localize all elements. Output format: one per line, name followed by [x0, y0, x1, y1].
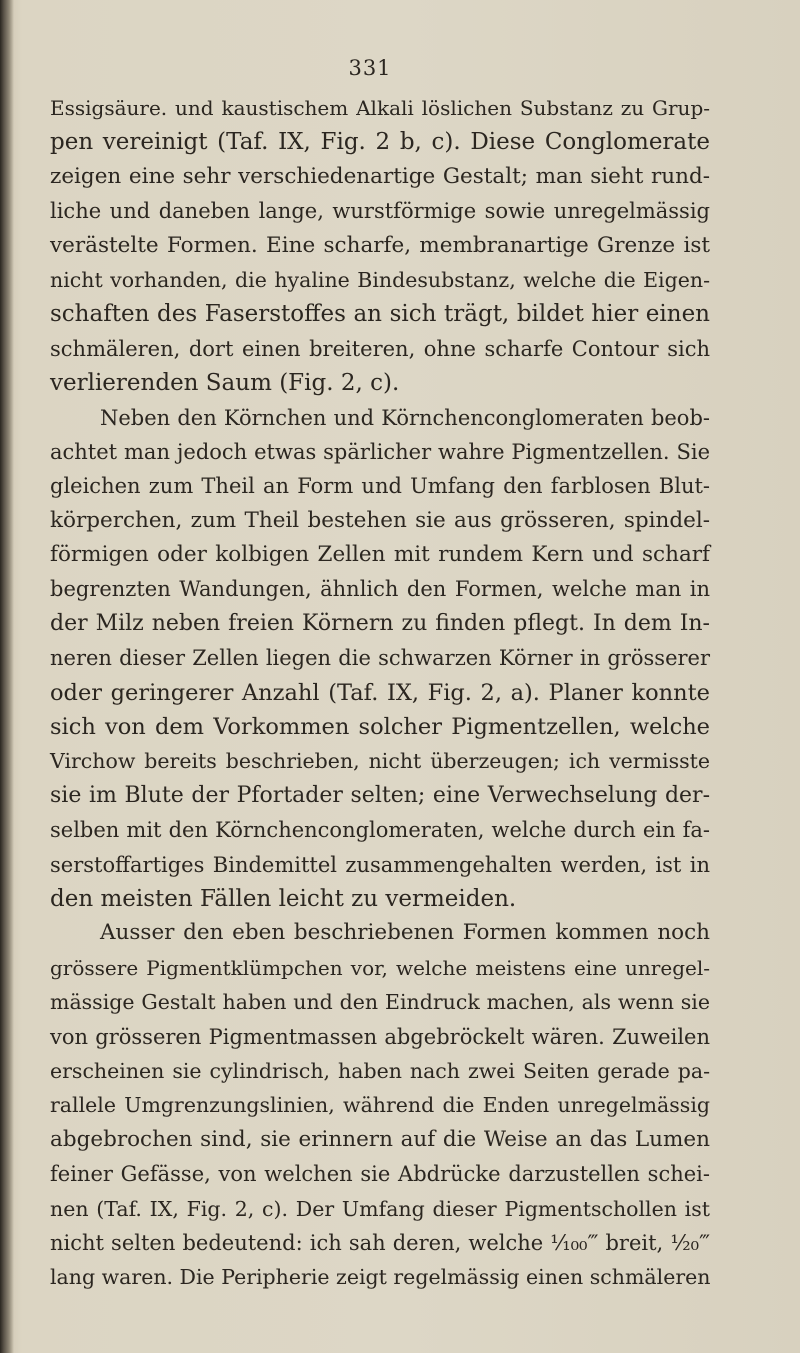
text-line: neren dieser Zellen liegen die schwarzen Körner in grösserer	[50, 646, 710, 671]
body-text	[50, 91, 710, 1295]
text-line: verästelte Formen. Eine scharfe, membranartige Grenze ist	[50, 232, 710, 258]
text-line: lang waren. Die Peripherie zeigt regelmässig einen schmäleren	[50, 1265, 711, 1290]
text-line: liche und daneben lange, wurstförmige sowie unregelmässig	[50, 199, 710, 224]
text-line: nicht selten bedeutend: ich sah deren, welche ¹⁄₁₀₀‴ breit, ¹⁄₂₀‴	[50, 1230, 710, 1255]
page-number: 331	[348, 56, 392, 80]
text-line: der Milz neben freien Körnern zu finden pflegt. In dem In-	[50, 610, 710, 636]
text-line: selben mit den Körnchenconglomeraten, welche durch ein fa-	[50, 818, 710, 843]
text-line: nicht vorhanden, die hyaline Bindesubstanz, welche die Eigen-	[50, 267, 710, 292]
text-line: grössere Pigmentklümpchen vor, welche meistens eine unregel-	[50, 955, 710, 980]
text-line: förmigen oder kolbigen Zellen mit rundem Kern und scharf	[50, 542, 710, 568]
text-line: schmäleren, dort einen breiteren, ohne scharfe Contour sich	[50, 336, 710, 361]
text-line: achtet man jedoch etwas spärlicher wahre Pigmentzellen. Sie	[50, 439, 710, 464]
text-line: schaften des Faserstoffes an sich trägt, bildet hier einen	[50, 301, 710, 328]
text-line: den meisten Fällen leicht zu vermeiden.	[50, 885, 517, 912]
text-line: sie im Blute der Pfortader selten; eine Verwechselung der-	[50, 782, 710, 808]
text-line: verlierenden Saum (Fig. 2, c).	[50, 370, 400, 397]
text-line: Neben den Körnchen und Körnchenconglomeraten beob-	[100, 405, 710, 430]
text-line: zeigen eine sehr verschiedenartige Gestalt; man sieht rund-	[50, 163, 710, 189]
text-line: Ausser den eben beschriebenen Formen kommen noch	[100, 920, 710, 946]
text-line: Essigsäure. und kaustischem Alkali löslichen Substanz zu Grup-	[50, 96, 710, 120]
text-line: abgebrochen sind, sie erinnern auf die Weise an das Lumen	[50, 1126, 710, 1152]
text-line: serstoffartiges Bindemittel zusammengehalten werden, ist in	[50, 852, 710, 877]
text-line: pen vereinigt (Taf. IX, Fig. 2 b, c). Diese Conglomerate	[50, 129, 710, 156]
text-line: feiner Gefässe, von welchen sie Abdrücke darzustellen schei-	[50, 1162, 710, 1187]
text-line: mässige Gestalt haben und den Eindruck machen, als wenn sie	[50, 990, 710, 1015]
text-line: von grösseren Pigmentmassen abgebröckelt wären. Zuweilen	[50, 1024, 710, 1049]
text-line: rallele Umgrenzungslinien, während die Enden unregelmässig	[50, 1093, 710, 1118]
text-line: gleichen zum Theil an Form und Umfang den farblosen Blut-	[50, 474, 710, 499]
text-line: körperchen, zum Theil bestehen sie aus grösseren, spindel-	[50, 507, 710, 533]
text-line: begrenzten Wandungen, ähnlich den Formen, welche man in	[50, 577, 710, 602]
text-line: oder geringerer Anzahl (Taf. IX, Fig. 2, a). Planer konnte	[50, 679, 710, 706]
text-line: sich von dem Vorkommen solcher Pigmentzellen, welche	[50, 714, 710, 741]
binding-edge	[0, 0, 14, 1353]
text-line: nen (Taf. IX, Fig. 2, c). Der Umfang dieser Pigmentschollen ist	[50, 1196, 710, 1221]
text-line: erscheinen sie cylindrisch, haben nach zwei Seiten gerade pa-	[50, 1058, 710, 1083]
text-line: Virchow bereits beschrieben, nicht überzeugen; ich vermisste	[50, 749, 710, 774]
